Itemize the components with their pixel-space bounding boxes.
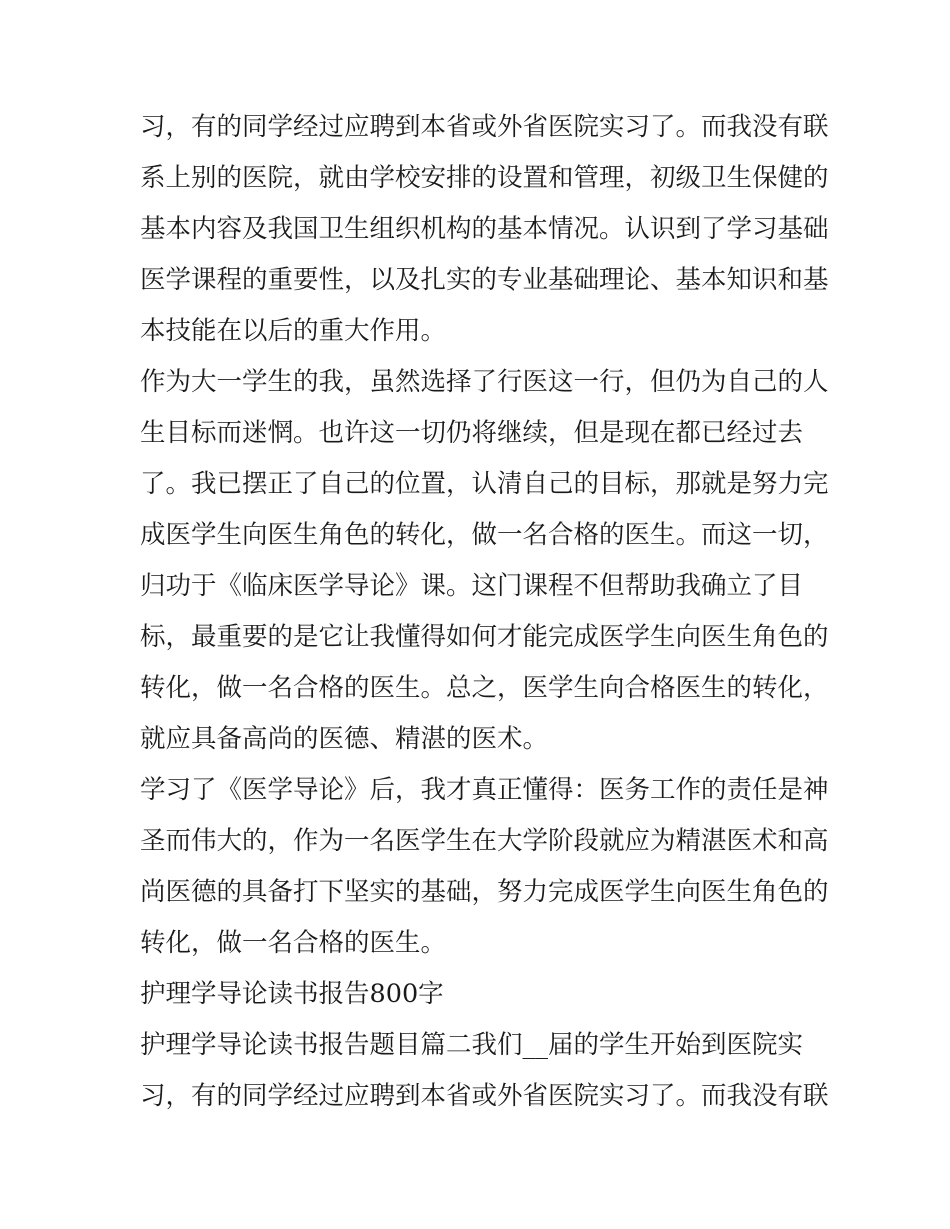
text-line: 护理学导论读书报告题目篇二我们__届的学生开始到医院实 xyxy=(140,1030,804,1060)
text-line: 成医学生向医生角色的转化，做一名合格的医生。而这一切， xyxy=(140,520,829,550)
text-line: 作为大一学生的我，虽然选择了行医这一行，但仍为自己的人 xyxy=(140,367,829,397)
text-line: 转化，做一名合格的医生。总之，医学生向合格医生的转化， xyxy=(140,673,829,703)
text-line: 了。我已摆正了自己的位置，认清自己的目标，那就是努力完 xyxy=(140,469,829,499)
text-line: 系上别的医院，就由学校安排的设置和管理，初级卫生保健的 xyxy=(140,163,829,193)
text-line: 习，有的同学经过应聘到本省或外省医院实习了。而我没有联 xyxy=(140,112,829,142)
document-body xyxy=(140,105,829,1125)
text-line: 医学课程的重要性，以及扎实的专业基础理论、基本知识和基 xyxy=(140,265,829,295)
text-line: 学习了《医学导论》后，我才真正懂得：医务工作的责任是神 xyxy=(140,775,829,805)
text-line: 生目标而迷惘。也许这一切仍将继续，但是现在都已经过去 xyxy=(140,418,804,448)
text-line: 尚医德的具备打下坚实的基础，努力完成医学生向医生角色的 xyxy=(140,877,829,907)
text-line: 转化，做一名合格的医生。 xyxy=(140,928,447,958)
text-line: 圣而伟大的，作为一名医学生在大学阶段就应为精湛医术和高 xyxy=(140,826,829,856)
text-line: 基本内容及我国卫生组织机构的基本情况。认识到了学习基础 xyxy=(140,214,829,244)
section-heading: 护理学导论读书报告800字 xyxy=(140,979,444,1009)
text-line: 就应具备高尚的医德、精湛的医术。 xyxy=(140,724,549,754)
text-line: 归功于《临床医学导论》课。这门课程不但帮助我确立了目 xyxy=(140,571,804,601)
text-line: 标，最重要的是它让我懂得如何才能完成医学生向医生角色的 xyxy=(140,622,829,652)
text-line: 本技能在以后的重大作用。 xyxy=(140,316,447,346)
text-line: 习，有的同学经过应聘到本省或外省医院实习了。而我没有联 xyxy=(140,1081,829,1111)
